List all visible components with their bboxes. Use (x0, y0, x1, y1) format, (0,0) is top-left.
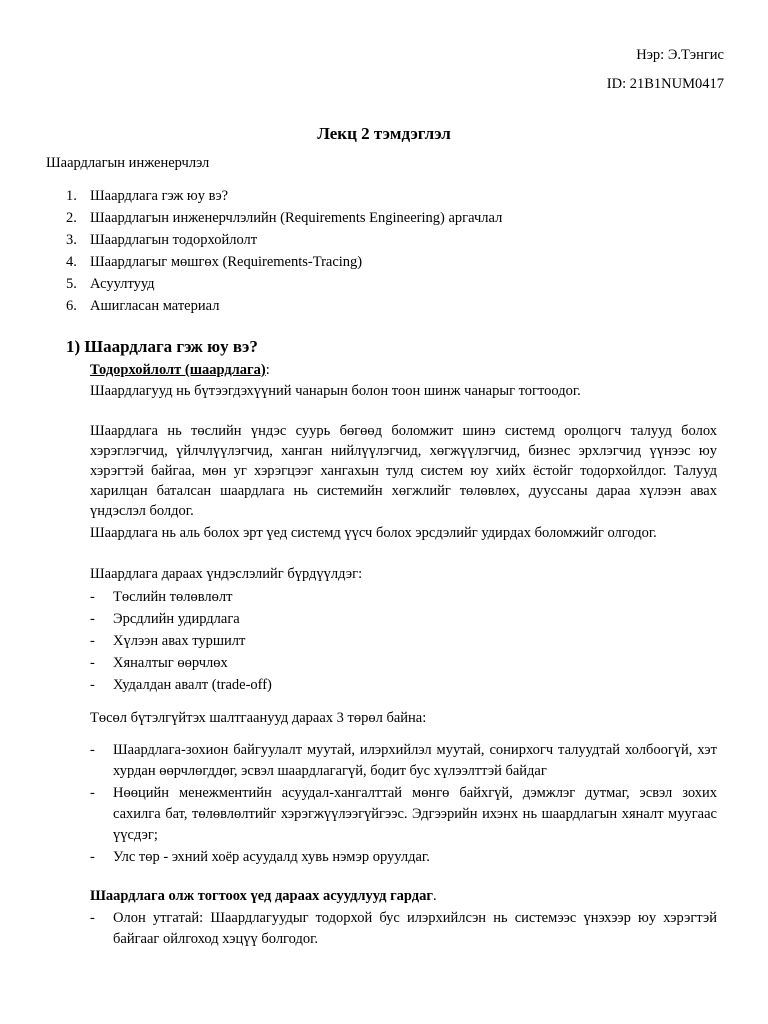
table-of-contents (66, 185, 726, 317)
list-item-text: Төслийн төлөвлөлт (113, 589, 233, 605)
toc-item (66, 295, 726, 317)
list-item-text: Хүлээн авах туршилт (113, 633, 246, 649)
definition-text: Шаардлагууд нь бүтээгдэхүүний чанарын болон тоон шинж чанарыг тогтоодог. (90, 383, 581, 399)
problems-heading-line (90, 886, 717, 906)
definition-label: Тодорхойлолт (шаардлага) (90, 362, 266, 378)
author-name: Нэр: Э.Тэнгис (636, 47, 724, 63)
list-item: - Олон утгатай: Шаардлагуудыг тодорхой бус илэрхийлсэн нь системээс үнэхээр юу хэрэгтэй байгааг ойлгоход хэцүү болгодог. (90, 910, 717, 947)
list-item: - Хяналтыг өөрчлөх (90, 655, 228, 671)
list-item: - Шаардлага-зохион байгуулалт муутай, илэрхийлэл муутай, сонирхогч талуудтай холбоогүй, хэт хурдан өөрчлөгддөг, эсвэл шаардлагагүй, бодит бус хүлээлттэй байдаг (90, 742, 717, 779)
basis-list (90, 586, 717, 696)
toc-item (66, 185, 726, 207)
list-item-text: Худалдан авалт (trade-off) (113, 677, 272, 693)
list-item-text: Хяналтыг өөрчлөх (113, 655, 228, 671)
toc-text: Шаардлагыг мөшгөх (Requirements-Tracing) (90, 254, 363, 270)
toc-number: 4. (66, 254, 77, 270)
problems-period: . (432, 888, 437, 904)
toc-number: 1. (66, 188, 77, 204)
toc-number: 5. (66, 276, 77, 292)
problems-heading: Шаардлага олж тогтоох үед дараах асуудлууд гардаг (90, 888, 433, 904)
definition-line (90, 360, 717, 380)
toc-text: Ашигласан материал (90, 298, 220, 314)
toc-text: Шаардлага гэж юу вэ? (90, 188, 229, 204)
toc-text: Шаардлагын инженерчлэлийн (Requirements Engineering) аргачлал (90, 210, 503, 226)
toc-number: 6. (66, 298, 77, 314)
section-heading: 1) Шаардлага гэж юу вэ? (66, 337, 258, 356)
list-item: - Нөөцийн менежментийн асуудал-хангалттай мөнгө байхгүй, дэмжлэг дутмаг, эсвэл зохих сахилга бат, төлөвлөлтийг хэрэгжүүлээгүйгээс. Эдгээрийн ихэнх нь шаардлагын хяналт муугаас үүсдэг; (90, 785, 717, 843)
toc-number: 2. (66, 210, 77, 226)
list-item: - Худалдан авалт (trade-off) (90, 677, 272, 693)
toc-text: Шаардлагын тодорхойлолт (90, 232, 258, 248)
definition-colon: : (265, 362, 270, 378)
list-item: - Хүлээн авах туршилт (90, 633, 246, 649)
list-item-text: Нөөцийн менежментийн асуудал-хангалттай мөнгө байхгүй, дэмжлэг дутмаг, эсвэл зохих сахилга бат, төлөвлөлтийг хэрэгжүүлээгүйгээс. Эдгээрийн ихэнх нь шаардлагын хяналт муугаас үүсдэг; (113, 785, 717, 843)
list-item: - Төслийн төлөвлөлт (90, 589, 233, 605)
page-subtitle: Шаардлагын инженерчлэл (46, 155, 210, 171)
toc-item (66, 229, 726, 251)
toc-number: 3. (66, 232, 77, 248)
failure-list (90, 740, 717, 868)
paragraph-1: Шаардлага нь төслийн үндэс суурь бөгөөд боломжит шинэ системд оролцогч талууд болох хэрэглэгчид, үйлчлүүлэгчид, ханган нийлүүлэгчид, хөгжүүлэгчид, бизнес эрхлэгчид үүнээс юу хэрэгтэй байгаа, мөн уг хэрэгцээг хангахын тулд систем юу хийх ёстойг тодорхойлдог. Талууд харилцан баталсан шаардлага нь системийн хөгжлийг төлөвлөх, дууссаны дараа хүлээн авах үндэслэл болдог. (90, 423, 717, 519)
list-item: - Эрсдлийн удирдлага (90, 611, 240, 627)
list-item: - Улс төр - эхний хоёр асуудалд хувь нэмэр оруулдаг. (90, 849, 430, 865)
toc-item (66, 207, 726, 229)
list-item-text: Улс төр - эхний хоёр асуудалд хувь нэмэр оруулдаг. (113, 849, 430, 865)
failure-intro: Төсөл бүтэлгүйтэх шалтгаанууд дараах 3 төрөл байна: (90, 710, 427, 726)
page-title: Лекц 2 тэмдэглэл (317, 124, 451, 143)
toc-item (66, 273, 726, 295)
problems-list (90, 908, 717, 950)
toc-text: Асуултууд (90, 276, 155, 292)
basis-intro: Шаардлага дараах үндэслэлийг бүрдүүлдэг: (90, 566, 363, 582)
paragraph-2: Шаардлага нь аль болох эрт үед системд үүсч болох эрсдэлийг удирдах боломжийг олгодог. (90, 525, 657, 541)
list-item-text: Олон утгатай: Шаардлагуудыг тодорхой бус илэрхийлсэн нь системээс үнэхээр юу хэрэгтэй байгааг ойлгоход хэцүү болгодог. (113, 910, 717, 947)
student-id: ID: 21B1NUM0417 (606, 76, 724, 92)
list-item-text: Эрсдлийн удирдлага (113, 611, 240, 627)
toc-item (66, 251, 726, 273)
list-item-text: Шаардлага-зохион байгуулалт муутай, илэрхийлэл муутай, сонирхогч талуудтай холбоогүй, хэт хурдан өөрчлөгддөг, эсвэл шаардлагагүй, бодит бус хүлээлттэй байдаг (113, 742, 717, 779)
